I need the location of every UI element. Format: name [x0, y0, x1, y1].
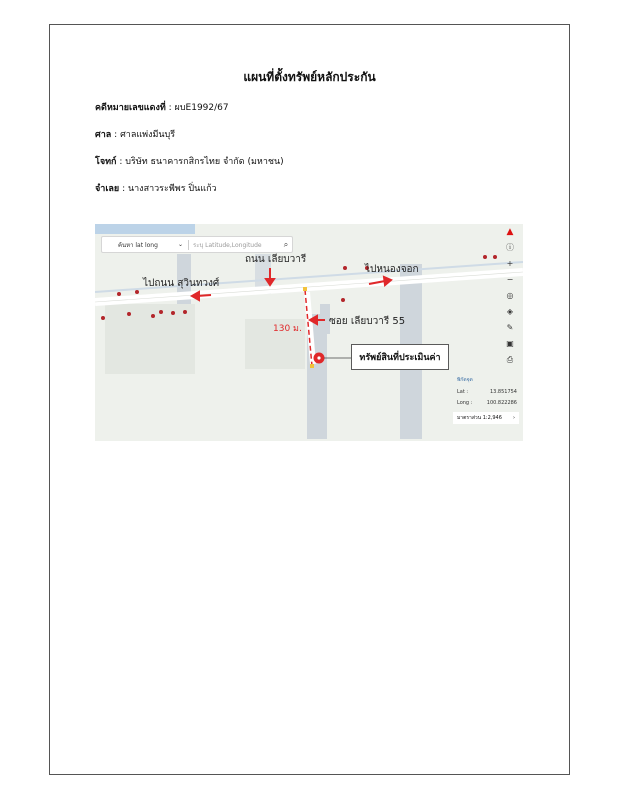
map-toolbar	[503, 224, 517, 366]
document-title: แผนที่ตั้งทรัพย์หลักประกัน	[243, 70, 376, 84]
latitude-value: 13.851754	[489, 389, 517, 395]
zoom-in-icon[interactable]: +	[506, 259, 514, 268]
scale-box[interactable]	[453, 412, 519, 424]
layers-icon[interactable]: ◈	[506, 307, 514, 316]
field-label: โจทก์	[95, 157, 117, 167]
location-map[interactable]	[95, 224, 523, 441]
latitude-label: Lat :	[457, 389, 469, 395]
locate-icon[interactable]: ◎	[506, 291, 514, 300]
compass-icon[interactable]: ▲	[506, 227, 514, 237]
field-value: ศาลแพ่งมีนบุรี	[120, 130, 176, 140]
field-label: ศาล	[95, 130, 112, 140]
zoom-out-icon[interactable]: −	[506, 275, 514, 284]
print-icon[interactable]: ⎙	[506, 355, 514, 364]
longitude-row	[457, 400, 517, 406]
coordinate-search[interactable]	[101, 236, 293, 253]
chevron-down-icon[interactable]: ⌄	[178, 241, 184, 248]
direction-label-east: ไปหนองจอก	[365, 264, 419, 275]
field-plaintiff: โจทก์ : บริษัท ธนาคารกสิกรไทย จำกัด (มหาชน)	[95, 157, 284, 167]
latitude-row	[457, 389, 517, 395]
chevron-right-icon[interactable]: ›	[513, 415, 515, 421]
search-icon[interactable]: ⌕	[283, 239, 289, 249]
info-icon[interactable]: ⓘ	[506, 243, 514, 252]
field-court: ศาล : ศาลแพ่งมีนบุรี	[95, 130, 176, 140]
field-value: บริษัท ธนาคารกสิกรไทย จำกัด (มหาชน)	[125, 157, 284, 167]
field-value: ผบE1992/67	[174, 103, 229, 113]
property-callout: ทรัพย์สินที่ประเมินค่า	[351, 344, 449, 370]
longitude-label: Long :	[457, 400, 473, 406]
field-defendant: จำเลย : นางสาวระพีพร ปิ่นแก้ว	[95, 184, 217, 194]
coordinate-input[interactable]: ระบุ Latitude,Longitude	[188, 240, 280, 250]
field-case-number: คดีหมายเลขแดงที่ : ผบE1992/67	[95, 103, 229, 113]
direction-label-west: ไปถนน สุวินทวงศ์	[143, 278, 220, 289]
coordinate-title: พิกัดจุด	[457, 377, 473, 383]
distance-label: 130 ม.	[273, 324, 302, 334]
coordinate-panel	[457, 376, 517, 411]
field-value: นางสาวระพีพร ปิ่นแก้ว	[127, 184, 217, 194]
scale-label: มาตราส่วน 1:2,946	[457, 415, 502, 421]
soi-label: ซอย เลียบวารี 55	[329, 316, 406, 327]
ruler-icon[interactable]: ✎	[506, 323, 514, 332]
image-icon[interactable]: ▣	[506, 339, 514, 348]
search-mode-select[interactable]: ค้นหา lat long	[118, 241, 158, 249]
field-label: คดีหมายเลขแดงที่	[95, 103, 166, 113]
field-label: จำเลย	[95, 184, 120, 194]
road-label: ถนน เลียบวารี	[245, 254, 307, 265]
longitude-value: 100.822286	[486, 400, 517, 406]
